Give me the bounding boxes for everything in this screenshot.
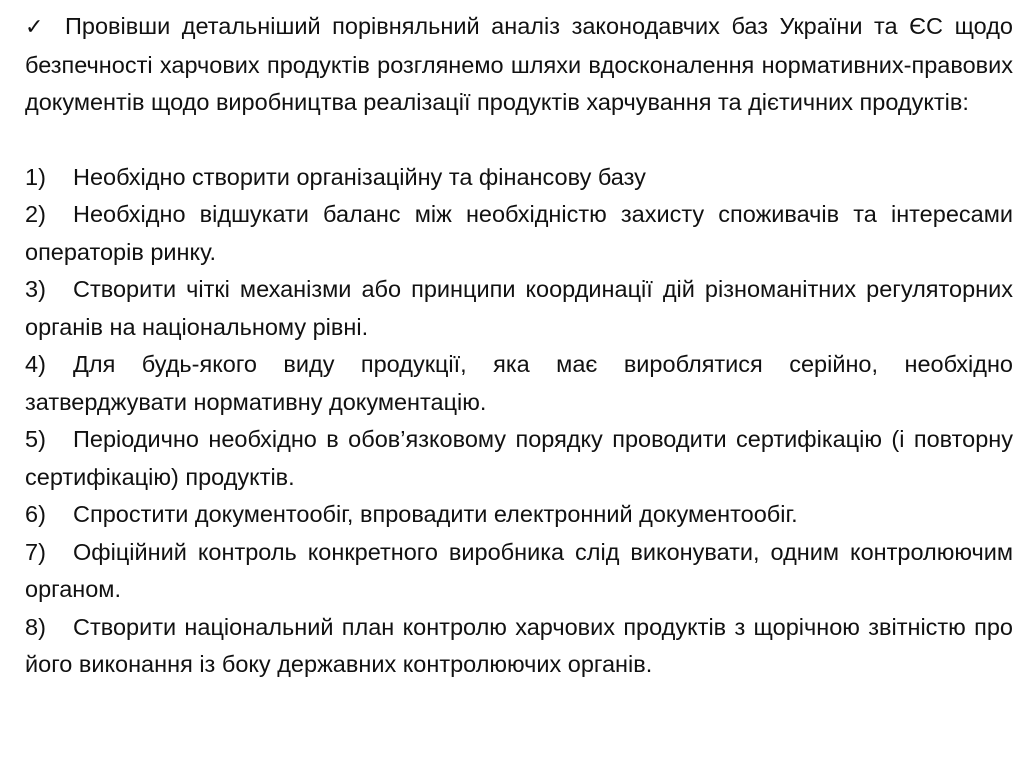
list-item bbox=[25, 534, 1013, 609]
item-number: 5) bbox=[25, 426, 46, 452]
item-text: Необхідно відшукати баланс між необхідністю захисту споживачів та інтересами операторів ринку. bbox=[25, 201, 1013, 265]
item-number: 4) bbox=[25, 351, 46, 377]
list-item bbox=[25, 421, 1013, 496]
list-item bbox=[25, 609, 1013, 684]
item-text: Створити національний план контролю харчових продуктів з щорічною звітністю про його виконання із боку державних контролюючих органів. bbox=[25, 613, 1013, 677]
item-number: 7) bbox=[25, 538, 46, 565]
item-number: 8) bbox=[25, 613, 46, 640]
item-text: Для будь-якого виду продукції, яка має вироблятися серійно, необхідно затверджувати нормативну документацію. bbox=[25, 351, 1013, 415]
intro-paragraph bbox=[25, 8, 1013, 122]
slide-content bbox=[25, 8, 1013, 684]
item-text: Періодично необхідно в обов’язковому порядку проводити сертифікацію (і повторну сертифікацію) продуктів. bbox=[25, 426, 1013, 490]
checkmark-icon: ✓ bbox=[25, 15, 44, 40]
intro-text: Провівши детальніший порівняльний аналіз законодавчих баз України та ЄС щодо безпечності харчових продуктів розглянемо шляхи вдосконалення нормативних-правових документів щодо виробництва реалізації продуктів харчування та дієтичних продуктів: bbox=[25, 13, 1013, 115]
list-item bbox=[25, 346, 1013, 421]
item-text: Необхідно створити організаційну та фінансову базу bbox=[73, 163, 646, 190]
item-text: Офіційний контроль конкретного виробника слід виконувати, одним контролюючим органом. bbox=[25, 538, 1013, 602]
item-number: 3) bbox=[25, 276, 46, 302]
list-item bbox=[25, 196, 1013, 271]
item-number: 6) bbox=[25, 501, 46, 527]
item-text: Створити чіткі механізми або принципи координації дій різноманітних регуляторних органів на національному рівні. bbox=[25, 276, 1013, 340]
item-number: 1) bbox=[25, 163, 46, 190]
item-text: Спростити документообіг, впровадити електронний документообіг. bbox=[73, 501, 798, 527]
list-item bbox=[25, 496, 1013, 534]
item-number: 2) bbox=[25, 201, 46, 227]
recommendations-list bbox=[25, 159, 1013, 684]
spacer bbox=[25, 122, 1013, 159]
list-item bbox=[25, 159, 1013, 197]
list-item bbox=[25, 271, 1013, 346]
